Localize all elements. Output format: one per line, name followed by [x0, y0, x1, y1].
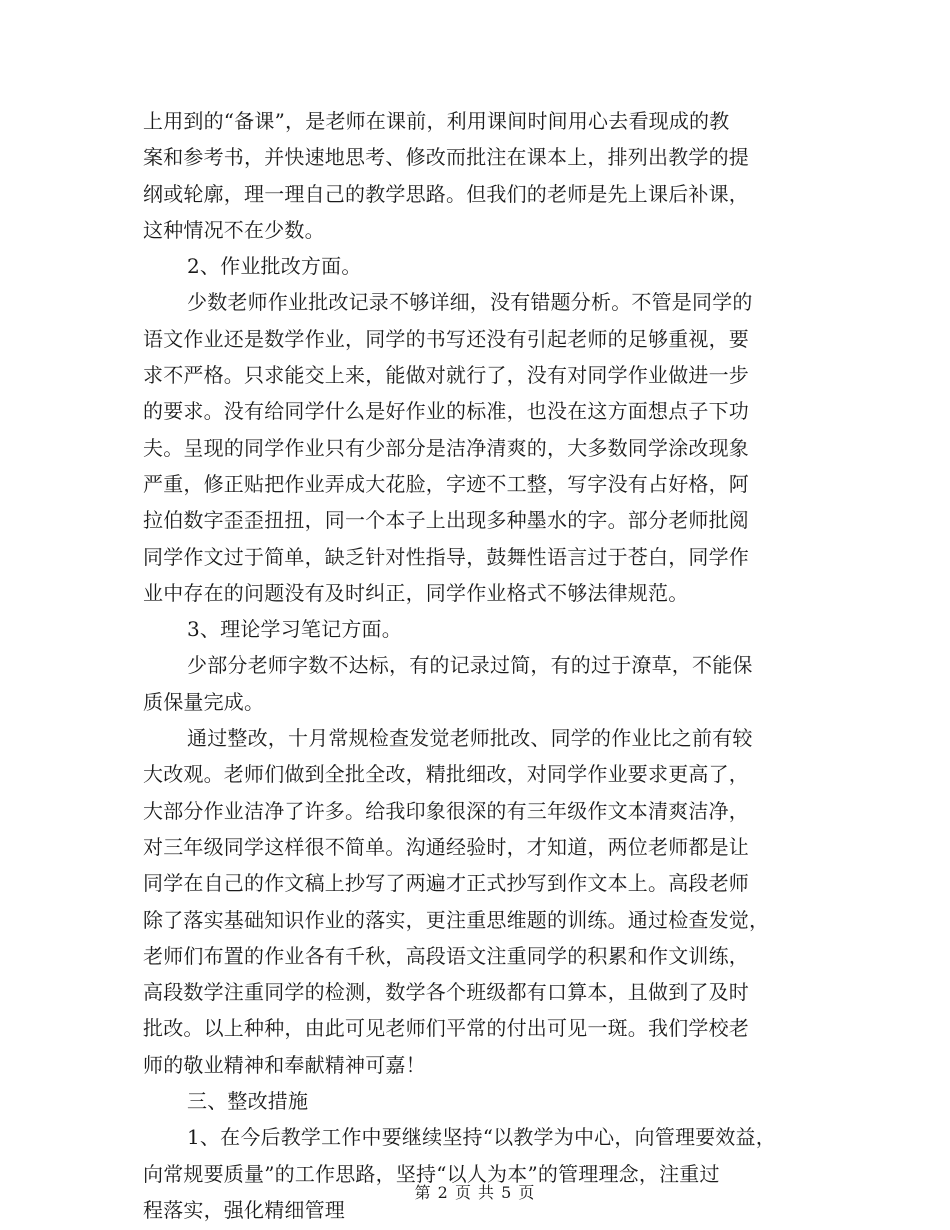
text-line: 大部分作业洁净了许多。给我印象很深的有三年级作文本清爽洁净， — [143, 798, 749, 823]
text-line: 严重，修正贴把作业弄成大花脸，字迹不工整，写字没有占好格，阿 — [143, 471, 749, 496]
text-line: 语文作业还是数学作业，同学的书写还没有引起老师的足够重视，要 — [143, 326, 749, 351]
text-line: 业中存在的问题没有及时纠正，同学作业格式不够法律规范。 — [143, 580, 689, 605]
text-line: 的要求。没有给同学什么是好作业的标准，也没在这方面想点子下功 — [143, 399, 749, 424]
text-line: 拉伯数字歪歪扭扭，同一个本子上出现多种墨水的字。部分老师批阅 — [143, 508, 749, 533]
text-line: 对三年级同学这样很不简单。沟通经验时，才知道，两位老师都是让 — [143, 834, 749, 859]
text-line: 大改观。老师们做到全批全改，精批细改，对同学作业要求更高了， — [143, 762, 749, 787]
text-line: 3、理论学习笔记方面。 — [187, 617, 402, 642]
page-indicator: 第 2 页 共 5 页 — [414, 1183, 536, 1202]
text-line: 老师们布置的作业各有千秋，高段语文注重同学的积累和作文训练， — [143, 943, 749, 968]
text-line: 2、作业批改方面。 — [187, 254, 362, 279]
text-line: 同学作文过于简单，缺乏针对性指导，鼓舞性语言过于苍白，同学作 — [143, 544, 749, 569]
text-line: 质保量完成。 — [143, 689, 265, 714]
text-line: 师的敬业精神和奉献精神可嘉！ — [143, 1052, 426, 1077]
text-line: 三、整改措施 — [187, 1089, 309, 1114]
text-line: 除了落实基础知识作业的落实，更注重思维题的训练。通过检查发觉， — [143, 907, 770, 932]
text-line: 高段数学注重同学的检测，数学各个班级都有口算本，且做到了及时 — [143, 980, 749, 1005]
text-line: 案和参考书，并快速地思考、修改而批注在课本上，排列出教学的提 — [143, 145, 749, 170]
text-line: 少数老师作业批改记录不够详细，没有错题分析。不管是同学的 — [187, 290, 753, 315]
text-line: 纲或轮廓，理一理自己的教学思路。但我们的老师是先上课后补课， — [143, 181, 749, 206]
text-line: 向常规要质量”的工作思路，坚持“以人为本”的管理理念，注重过 — [143, 1161, 720, 1186]
text-line: 同学在自己的作文稿上抄写了两遍才正式抄写到作文本上。高段老师 — [143, 871, 749, 896]
text-line: 批改。以上种种，由此可见老师们平常的付出可见一斑。我们学校老 — [143, 1016, 749, 1041]
text-line: 夫。呈现的同学作业只有少部分是洁净清爽的，大多数同学涂改现象 — [143, 435, 749, 460]
text-line: 程落实，强化精细管理 — [143, 1197, 345, 1222]
text-line: 这种情况不在少数。 — [143, 217, 325, 242]
text-line: 求不严格。只求能交上来，能做对就行了，没有对同学作业做进一步 — [143, 363, 749, 388]
text-line: 上用到的“备课”，是老师在课前，利用课间时间用心去看现成的教 — [143, 109, 730, 133]
text-line: 1、在今后教学工作中要继续坚持“以教学为中心，向管理要效益， — [187, 1125, 776, 1150]
document-body — [143, 103, 813, 1228]
text-line: 通过整改，十月常规检查发觉老师批改、同学的作业比之前有较 — [187, 726, 753, 751]
text-line: 少部分老师字数不达标，有的记录过简，有的过于潦草，不能保 — [187, 653, 753, 678]
